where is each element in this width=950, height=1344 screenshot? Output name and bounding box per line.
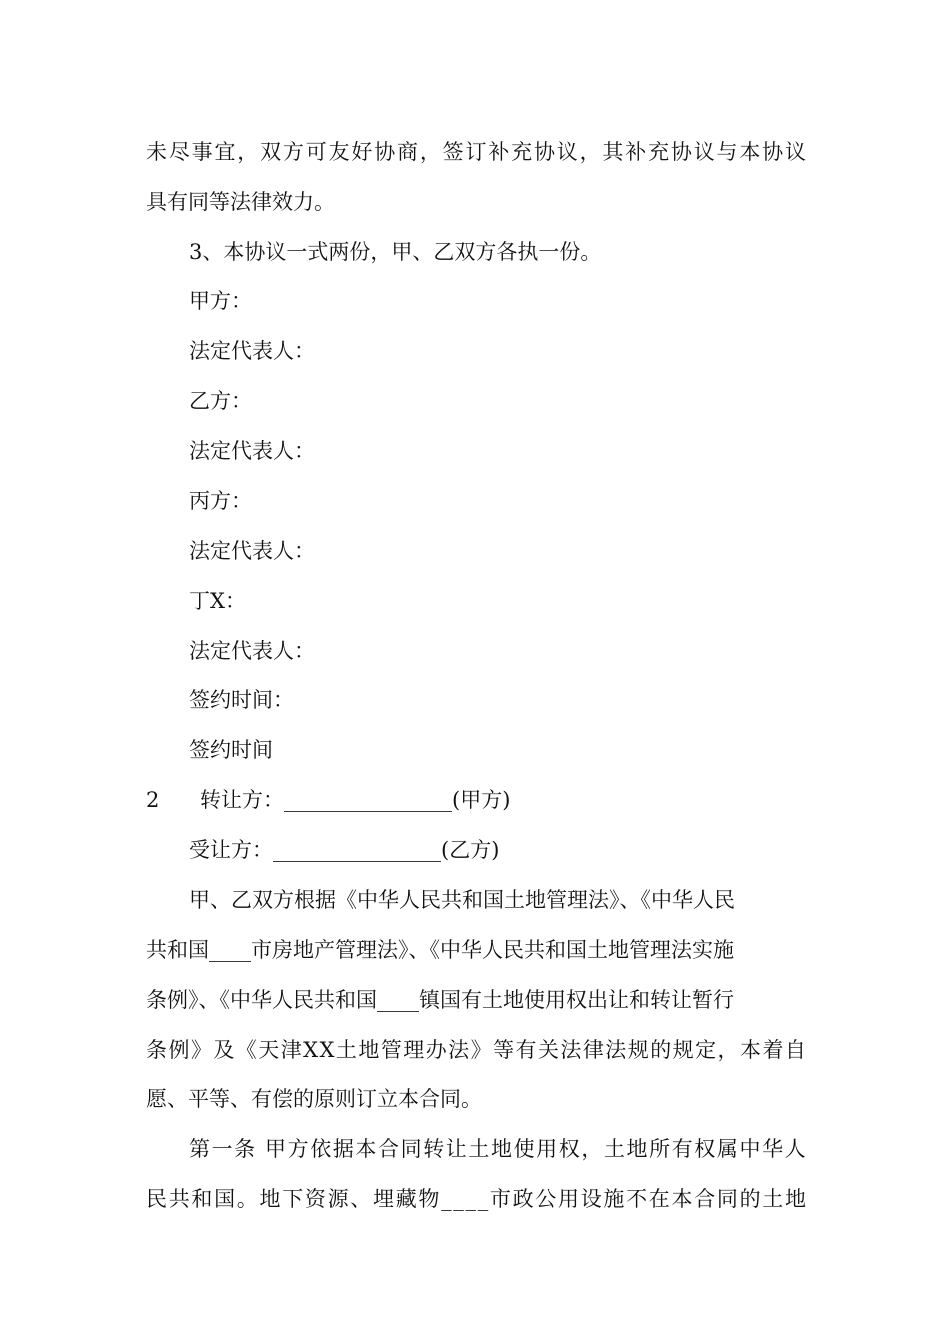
paragraph-line: 愿、平等、有偿的原则订立本合同。: [146, 1087, 482, 1111]
paragraph-line: 第一条 甲方依据本合同转让土地使用权，土地所有权属中华人: [189, 1137, 808, 1161]
signing-time-label: 签约时间: [189, 738, 273, 762]
legal-rep-label: 法定代表人：: [189, 339, 315, 363]
paragraph-line: 条例》、《中华人民共和国____镇国有土地使用权出让和转让暂行: [146, 988, 734, 1012]
party-d-label: 丁X：: [189, 589, 246, 613]
legal-rep-label: 法定代表人：: [189, 639, 315, 663]
party-a-label: 甲方：: [189, 289, 252, 313]
paragraph-line: 共和国____市房地产管理法》、《中华人民共和国土地管理法实施: [146, 938, 734, 962]
party-b-label: 乙方：: [189, 389, 252, 413]
transferee-line: 受让方：________________(乙方): [189, 838, 500, 862]
paragraph-line: 民共和国。地下资源、埋藏物____市政公用设施不在本合同的土地: [146, 1187, 808, 1211]
text-line: 未尽事宜，双方可友好协商，签订补充协议，其补充协议与本协议: [146, 140, 808, 164]
paragraph-line: 甲、乙双方根据《中华人民共和国土地管理法》、《中华人民: [189, 888, 735, 912]
signing-time-label: 签约时间：: [189, 688, 294, 712]
text-line: 具有同等法律效力。: [146, 190, 335, 214]
party-c-label: 丙方：: [189, 489, 252, 513]
text-line: 3、本协议一式两份，甲、乙双方各执一份。: [189, 240, 602, 264]
section-number: 2: [146, 788, 160, 812]
transferor-line: 转让方：________________(甲方): [200, 788, 511, 812]
legal-rep-label: 法定代表人：: [189, 439, 315, 463]
paragraph-line: 条例》及《天津XX土地管理办法》等有关法律法规的规定，本着自: [146, 1038, 808, 1062]
legal-rep-label: 法定代表人：: [189, 539, 315, 563]
